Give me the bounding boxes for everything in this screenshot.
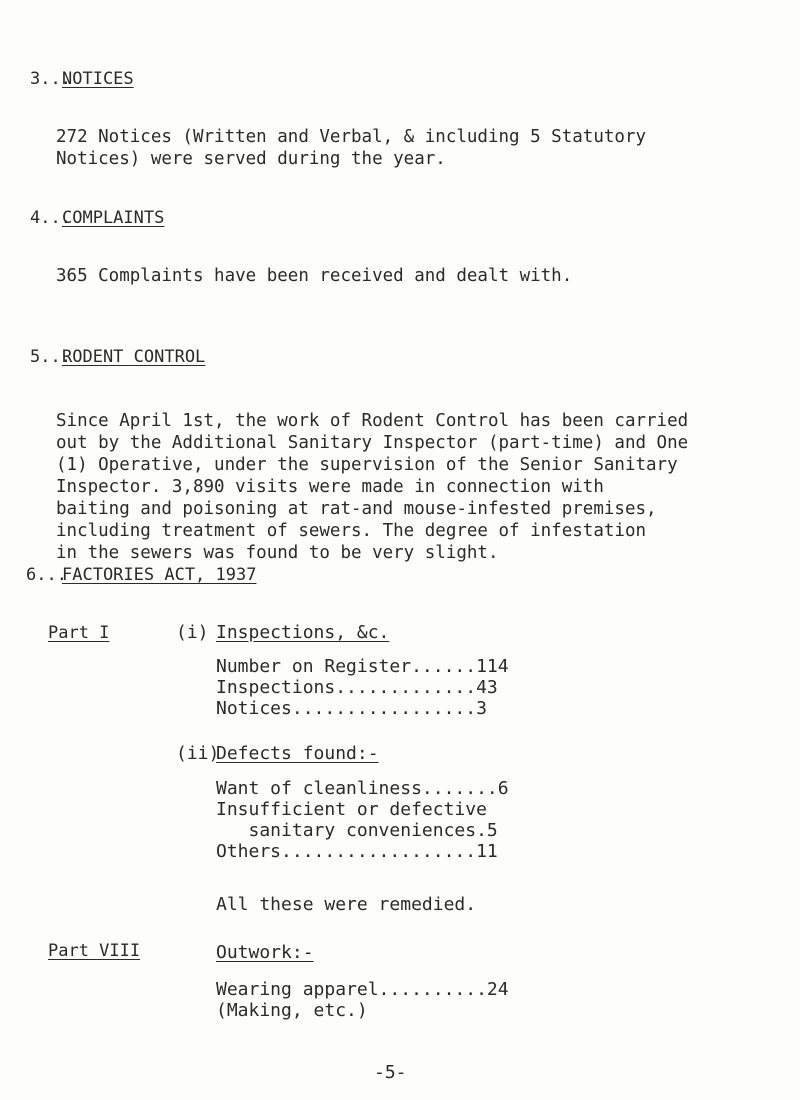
page-number: -5- xyxy=(374,1062,407,1083)
notices-line: 272 Notices (Written and Verbal, & including 5 Statutory xyxy=(56,127,647,147)
rodent-control-line: in the sewers was found to be very slight. xyxy=(56,543,499,563)
complaints-number: 4... xyxy=(30,208,71,228)
rodent-control-line: Since April 1st, the work of Rodent Control has been carried xyxy=(56,411,689,431)
rodent-control-line: Inspector. 3,890 visits were made in connection with xyxy=(56,477,604,497)
inspections-row: Notices.................3 xyxy=(216,698,487,719)
rodent-control-paragraph xyxy=(56,410,776,564)
defects-row: Want of cleanliness.......6 xyxy=(216,778,509,799)
outwork-heading: Outwork:- xyxy=(216,942,314,963)
part-i-label: Part I xyxy=(48,623,110,643)
rodent-control-heading: RODENT CONTROL xyxy=(62,347,206,367)
notices-number: 3... xyxy=(30,69,71,89)
inspections-row: Number on Register......114 xyxy=(216,656,509,677)
complaints-text: 365 Complaints have been received and dealt with. xyxy=(56,266,573,286)
inspections-row: Inspections.............43 xyxy=(216,677,498,698)
factories-number: 6... xyxy=(26,565,67,585)
notices-paragraph xyxy=(56,126,776,170)
rodent-control-line: baiting and poisoning at rat-and mouse-infested premises, xyxy=(56,499,657,519)
notices-heading: NOTICES xyxy=(62,69,134,89)
outwork-row: (Making, etc.) xyxy=(216,1000,368,1021)
defects-row: Insufficient or defective xyxy=(216,799,487,820)
outwork-row: Wearing apparel..........24 xyxy=(216,979,509,1000)
remedied-note: All these were remedied. xyxy=(216,894,477,915)
inspections-marker: (i) xyxy=(176,622,209,643)
part-viii-label: Part VIII xyxy=(48,941,141,961)
defects-row: sanitary conveniences.5 xyxy=(216,820,498,841)
complaints-heading: COMPLAINTS xyxy=(62,208,165,228)
defects-row: Others..................11 xyxy=(216,841,498,862)
inspections-heading: Inspections, &c. xyxy=(216,622,390,643)
defects-marker: (ii) xyxy=(176,743,220,764)
notices-line: Notices) were served during the year. xyxy=(56,149,446,169)
rodent-control-line: including treatment of sewers. The degree of infestation xyxy=(56,521,647,541)
rodent-control-line: out by the Additional Sanitary Inspector (part-time) and One xyxy=(56,433,689,453)
rodent-control-number: 5... xyxy=(30,347,71,367)
rodent-control-line: (1) Operative, under the supervision of the Senior Sanitary xyxy=(56,455,678,475)
factories-heading: FACTORIES ACT, 1937 xyxy=(62,565,257,585)
defects-heading: Defects found:- xyxy=(216,743,379,764)
